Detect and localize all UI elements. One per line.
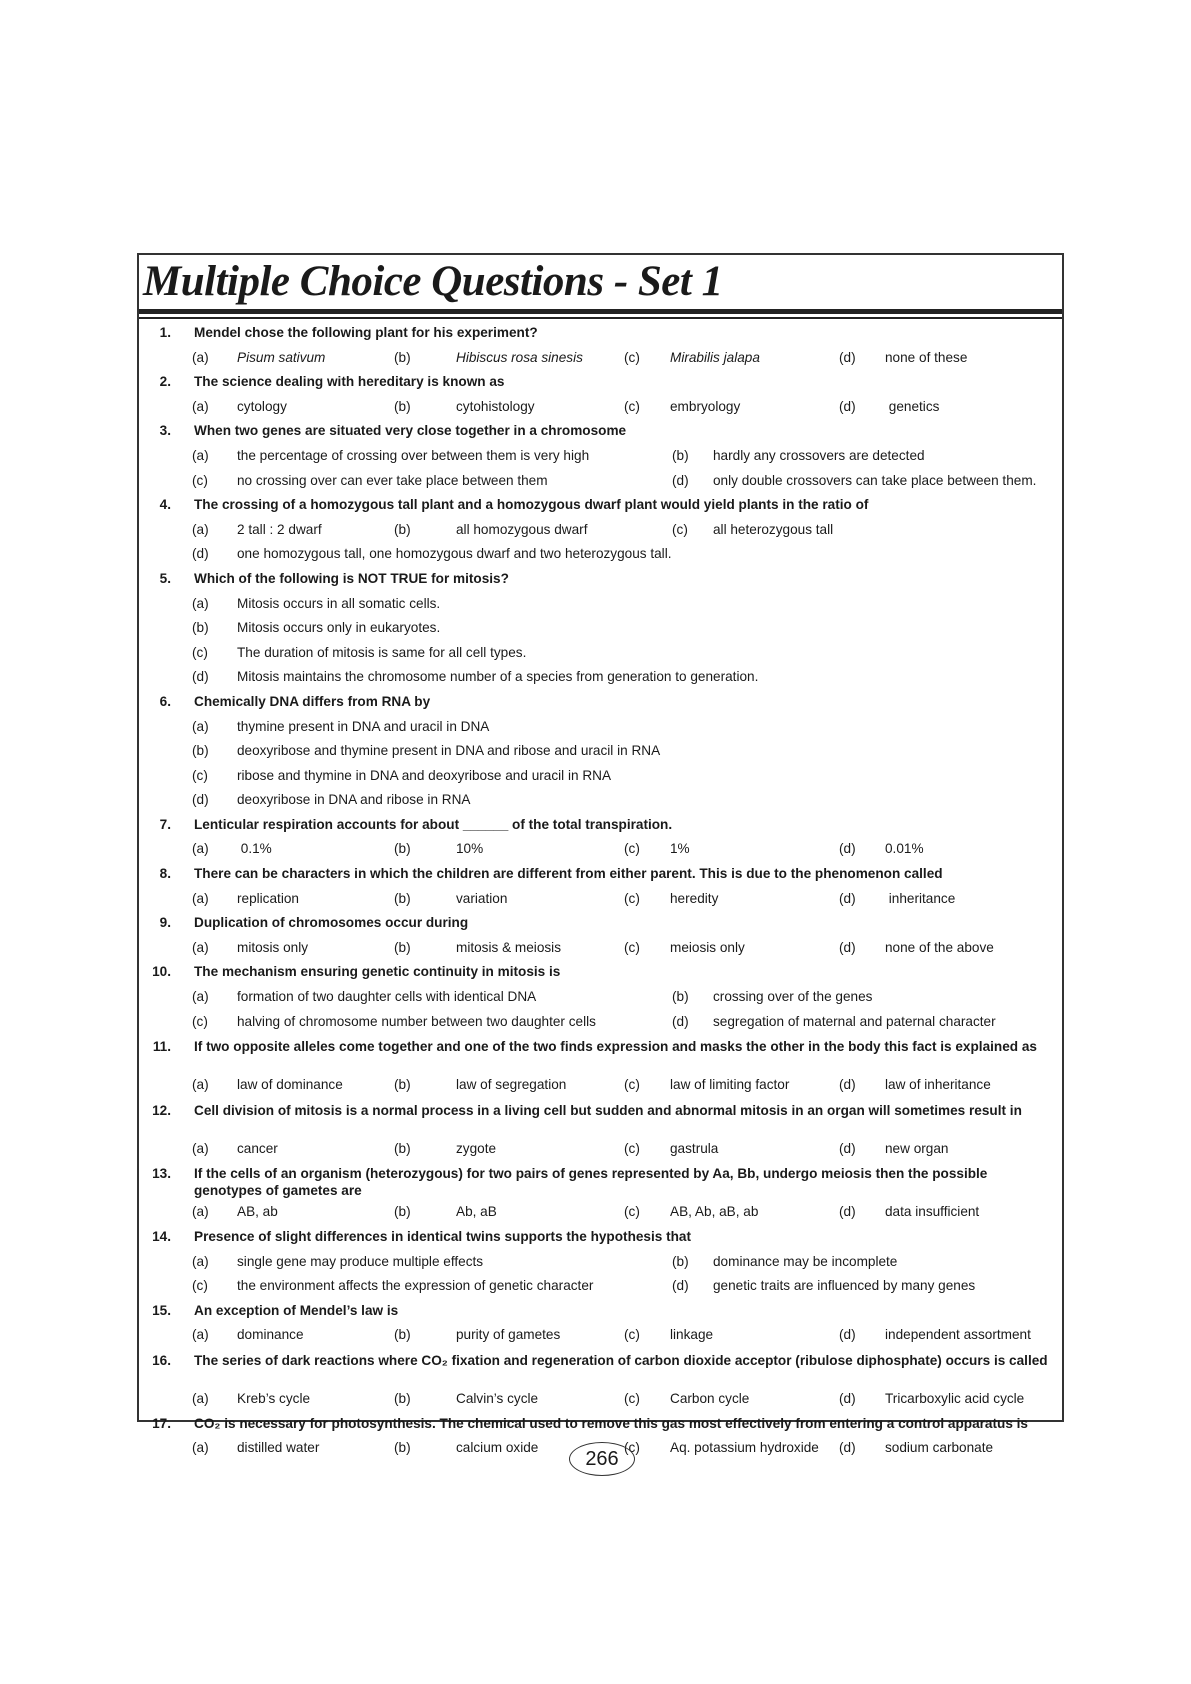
- option-label: (b): [394, 939, 411, 955]
- option-label: (d): [672, 472, 689, 488]
- question-text: Lenticular respiration accounts for about ______ of the total transpiration.: [194, 816, 673, 832]
- question-row: [139, 321, 1062, 346]
- question-row: [139, 1102, 1062, 1119]
- option-text: segregation of maternal and paternal character: [713, 1013, 996, 1029]
- option-text: hardly any crossovers are detected: [713, 447, 925, 463]
- option-text: cytohistology: [456, 398, 535, 414]
- question-number: 16.: [152, 1352, 171, 1368]
- question-number: 15.: [152, 1302, 171, 1318]
- option-text: variation: [456, 890, 508, 906]
- option-text: linkage: [670, 1327, 714, 1343]
- option-label: (b): [394, 1204, 411, 1220]
- question-text: Duplication of chromosomes occur during: [194, 915, 469, 931]
- option-text: the percentage of crossing over between them is very high: [237, 447, 590, 463]
- options-row: [139, 1073, 1062, 1098]
- question-text: The crossing of a homozygous tall plant and a homozygous dwarf plant would yield plants in the ratio of: [194, 497, 869, 513]
- option-text: The duration of mitosis is same for all cell types.: [237, 644, 527, 660]
- spacer: [139, 1182, 1062, 1200]
- option-text: none of these: [885, 349, 968, 365]
- option-text: all heterozygous tall: [713, 521, 834, 537]
- options-row: [139, 1250, 1062, 1275]
- option-text: Mirabilis jalapa: [670, 349, 760, 365]
- options-row: [139, 1323, 1062, 1348]
- option-text: inheritance: [885, 890, 956, 906]
- option-label: (b): [672, 1253, 689, 1269]
- question-number: 10.: [152, 964, 171, 980]
- question-text: The series of dark reactions where CO₂ fixation and regeneration of carbon dioxide acceptor (ribulose diphosphate) occurs is called: [194, 1352, 1048, 1368]
- question-number: 13.: [152, 1166, 171, 1182]
- options-row: [139, 1274, 1062, 1299]
- option-label: (a): [192, 595, 209, 611]
- question-number: 5.: [159, 570, 171, 586]
- option-text: replication: [237, 890, 299, 906]
- options-row: [139, 1137, 1062, 1162]
- option-text: 1%: [670, 841, 690, 857]
- option-text: AB, ab: [237, 1204, 278, 1220]
- option-label: (c): [624, 1327, 640, 1343]
- question-row: [139, 862, 1062, 887]
- options-row: [139, 592, 1062, 617]
- option-label: (d): [839, 349, 856, 365]
- options-row: [139, 616, 1062, 641]
- question-text: If the cells of an organism (heterozygous) for two pairs of genes represented by Aa, Bb, undergo meiosis then the possible genotypes of gametes are: [194, 1166, 988, 1199]
- question-number: 11.: [152, 1039, 171, 1055]
- spacer: [139, 1369, 1062, 1387]
- option-label: (a): [192, 1390, 209, 1406]
- option-label: (d): [839, 1327, 856, 1343]
- question-row: [139, 1038, 1062, 1055]
- options-row: [139, 1010, 1062, 1035]
- option-label: (c): [624, 841, 640, 857]
- option-label: (b): [394, 841, 411, 857]
- option-label: (c): [624, 1077, 640, 1093]
- option-text: zygote: [456, 1140, 497, 1156]
- option-text: Mitosis occurs only in eukaryotes.: [237, 620, 441, 636]
- question-number: 8.: [159, 866, 171, 882]
- options-row: [139, 1200, 1062, 1225]
- option-text: only double crossovers can take place between them.: [713, 472, 1037, 488]
- question-row: [139, 1412, 1062, 1437]
- option-label: (b): [394, 349, 411, 365]
- question-number: 14.: [152, 1229, 171, 1244]
- option-text: 2 tall : 2 dwarf: [237, 521, 322, 537]
- option-label: (d): [839, 1440, 856, 1456]
- options-row: [139, 739, 1062, 764]
- option-label: (a): [192, 890, 209, 906]
- option-text: the environment affects the expression of genetic character: [237, 1278, 594, 1294]
- option-text: dominance: [237, 1327, 304, 1343]
- options-row: [139, 887, 1062, 912]
- option-text: thymine present in DNA and uracil in DNA: [237, 718, 490, 734]
- option-label: (b): [394, 1140, 411, 1156]
- question-text: When two genes are situated very close together in a chromosome: [194, 423, 627, 439]
- option-text: halving of chromosome number between two daughter cells: [237, 1013, 596, 1029]
- option-text: genetics: [885, 398, 940, 414]
- options-row: [139, 764, 1062, 789]
- option-label: (a): [192, 1077, 209, 1093]
- option-label: (c): [192, 1013, 208, 1029]
- question-row: [139, 567, 1062, 592]
- options-row: [139, 395, 1062, 420]
- page-title: Multiple Choice Questions - Set 1: [143, 258, 723, 305]
- option-label: (a): [192, 447, 209, 463]
- option-label: (c): [192, 472, 208, 488]
- option-label: (d): [839, 939, 856, 955]
- option-label: (d): [839, 841, 856, 857]
- option-text: independent assortment: [885, 1327, 1031, 1343]
- title-divider-thick: [139, 309, 1062, 314]
- question-number: 12.: [152, 1102, 171, 1118]
- options-row: [139, 985, 1062, 1010]
- option-label: (b): [394, 1390, 411, 1406]
- options-row: [139, 444, 1062, 469]
- option-text: data insufficient: [885, 1204, 980, 1220]
- option-label: (d): [839, 1204, 856, 1220]
- option-label: (c): [624, 1440, 640, 1456]
- question-number: 4.: [159, 497, 171, 513]
- option-text: Mitosis occurs in all somatic cells.: [237, 595, 441, 611]
- option-text: law of inheritance: [885, 1077, 991, 1093]
- options-row: [139, 469, 1062, 494]
- option-text: formation of two daughter cells with identical DNA: [237, 989, 537, 1005]
- question-text: If two opposite alleles come together and one of the two finds expression and masks the other in the body this fact is explained as: [194, 1039, 1037, 1055]
- question-row: [139, 911, 1062, 936]
- option-text: AB, Ab, aB, ab: [670, 1204, 759, 1220]
- option-label: (a): [192, 841, 209, 857]
- option-text: new organ: [885, 1140, 949, 1156]
- option-label: (d): [192, 792, 209, 808]
- option-text: no crossing over can ever take place between them: [237, 472, 548, 488]
- option-label: (b): [672, 447, 689, 463]
- option-text: deoxyribose in DNA and ribose in RNA: [237, 792, 471, 808]
- question-number: 2.: [159, 374, 171, 390]
- options-row: [139, 837, 1062, 862]
- option-text: none of the above: [885, 939, 994, 955]
- question-number: 1.: [159, 325, 171, 340]
- option-text: Carbon cycle: [670, 1390, 750, 1406]
- option-label: (c): [624, 890, 640, 906]
- question-row: [139, 370, 1062, 395]
- option-label: (a): [192, 349, 209, 365]
- spacer: [139, 1119, 1062, 1137]
- question-row: [139, 419, 1062, 444]
- option-text: one homozygous tall, one homozygous dwarf and two heterozygous tall.: [237, 546, 672, 562]
- option-label: (b): [192, 620, 209, 636]
- options-row: [139, 542, 1062, 567]
- question-number: 17.: [152, 1415, 171, 1431]
- option-text: Calvin’s cycle: [456, 1390, 539, 1406]
- option-text: Pisum sativum: [237, 349, 326, 365]
- option-label: (a): [192, 521, 209, 537]
- option-label: (b): [394, 890, 411, 906]
- question-text: Chemically DNA differs from RNA by: [194, 693, 431, 709]
- option-text: embryology: [670, 398, 741, 414]
- option-text: distilled water: [237, 1440, 320, 1456]
- option-label: (d): [839, 1390, 856, 1406]
- options-row: [139, 665, 1062, 690]
- option-label: (d): [839, 1077, 856, 1093]
- option-text: cytology: [237, 398, 287, 414]
- page-number: 266: [569, 1442, 635, 1476]
- option-text: Ab, aB: [456, 1204, 497, 1220]
- option-text: cancer: [237, 1140, 278, 1156]
- options-row: [139, 346, 1062, 371]
- question-number: 7.: [159, 816, 171, 832]
- question-text: Which of the following is NOT TRUE for mitosis?: [194, 570, 509, 586]
- question-row: [139, 1299, 1062, 1324]
- option-text: ribose and thymine in DNA and deoxyribose and uracil in RNA: [237, 767, 612, 783]
- options-row: [139, 715, 1062, 740]
- option-text: dominance may be incomplete: [713, 1253, 898, 1269]
- title-divider-thin: [139, 317, 1062, 319]
- option-label: (b): [394, 1440, 411, 1456]
- question-number: 9.: [159, 915, 171, 931]
- question-set-frame: [137, 253, 1064, 1456]
- option-label: (c): [192, 1278, 208, 1294]
- question-row: [139, 1225, 1062, 1250]
- option-label: (a): [192, 989, 209, 1005]
- option-label: (c): [192, 644, 208, 660]
- option-label: (d): [839, 890, 856, 906]
- question-text: Presence of slight differences in identical twins supports the hypothesis that: [194, 1229, 692, 1244]
- question-text: CO₂ is necessary for photosynthesis. The chemical used to remove this gas most effectively from entering a control apparatus is: [194, 1415, 1028, 1431]
- option-text: Aq. potassium hydroxide: [670, 1440, 819, 1456]
- option-label: (b): [394, 521, 411, 537]
- question-number: 3.: [159, 423, 171, 439]
- option-text: mitosis & meiosis: [456, 939, 561, 955]
- option-text: gastrula: [670, 1140, 719, 1156]
- option-text: law of segregation: [456, 1077, 567, 1093]
- option-label: (d): [839, 398, 856, 414]
- option-label: (d): [839, 1140, 856, 1156]
- option-label: (b): [192, 743, 209, 759]
- option-label: (d): [192, 669, 209, 685]
- question-text: Mendel chose the following plant for his experiment?: [194, 325, 538, 340]
- option-text: Hibiscus rosa sinesis: [456, 349, 583, 365]
- option-label: (c): [672, 521, 688, 537]
- option-label: (c): [624, 1140, 640, 1156]
- option-text: Kreb’s cycle: [237, 1390, 311, 1406]
- options-row: [139, 788, 1062, 813]
- question-text: The mechanism ensuring genetic continuity in mitosis is: [194, 964, 561, 980]
- option-label: (c): [624, 1390, 640, 1406]
- option-text: meiosis only: [670, 939, 745, 955]
- option-label: (b): [394, 398, 411, 414]
- option-text: purity of gametes: [456, 1327, 561, 1343]
- option-text: all homozygous dwarf: [456, 521, 588, 537]
- option-label: (a): [192, 1204, 209, 1220]
- question-text: The science dealing with hereditary is known as: [194, 374, 505, 390]
- question-row: [139, 813, 1062, 838]
- option-text: law of dominance: [237, 1077, 343, 1093]
- option-text: 0.1%: [237, 841, 272, 857]
- option-text: deoxyribose and thymine present in DNA and ribose and uracil in RNA: [237, 743, 661, 759]
- option-text: calcium oxide: [456, 1440, 539, 1456]
- option-label: (b): [394, 1327, 411, 1343]
- option-text: crossing over of the genes: [713, 989, 873, 1005]
- options-row: [139, 641, 1062, 666]
- options-row: [139, 1387, 1062, 1412]
- option-label: (d): [672, 1278, 689, 1294]
- option-label: (a): [192, 398, 209, 414]
- option-text: genetic traits are influenced by many genes: [713, 1278, 976, 1294]
- option-text: 10%: [456, 841, 484, 857]
- option-text: Tricarboxylic acid cycle: [885, 1390, 1025, 1406]
- option-label: (a): [192, 1140, 209, 1156]
- options-row: [139, 518, 1062, 543]
- question-row: [139, 960, 1062, 985]
- option-text: mitosis only: [237, 939, 309, 955]
- option-text: 0.01%: [885, 841, 924, 857]
- question-list: [139, 321, 1062, 1461]
- option-label: (a): [192, 1327, 209, 1343]
- option-label: (a): [192, 939, 209, 955]
- options-row: [139, 936, 1062, 961]
- option-label: (c): [624, 398, 640, 414]
- question-text: There can be characters in which the children are different from either parent. This is due to the phenomenon called: [194, 866, 943, 882]
- option-text: heredity: [670, 890, 719, 906]
- option-label: (c): [624, 1204, 640, 1220]
- option-label: (d): [192, 546, 209, 562]
- option-label: (d): [672, 1013, 689, 1029]
- option-label: (a): [192, 1440, 209, 1456]
- option-label: (c): [624, 349, 640, 365]
- option-text: single gene may produce multiple effects: [237, 1253, 484, 1269]
- option-text: sodium carbonate: [885, 1440, 994, 1456]
- question-row: [139, 690, 1062, 715]
- question-text: Cell division of mitosis is a normal process in a living cell but sudden and abnormal mitosis in an organ will sometimes result in: [194, 1102, 1022, 1118]
- option-label: (b): [394, 1077, 411, 1093]
- option-label: (c): [192, 767, 208, 783]
- question-row: [139, 493, 1062, 518]
- option-label: (a): [192, 718, 209, 734]
- option-text: Mitosis maintains the chromosome number of a species from generation to generation.: [237, 669, 759, 685]
- question-number: 6.: [159, 693, 171, 709]
- option-label: (c): [624, 939, 640, 955]
- option-text: law of limiting factor: [670, 1077, 790, 1093]
- option-label: (a): [192, 1253, 209, 1269]
- question-text: An exception of Mendel’s law is: [194, 1302, 399, 1318]
- option-label: (b): [672, 989, 689, 1005]
- question-row: [139, 1165, 1062, 1199]
- question-row: [139, 1352, 1062, 1369]
- spacer: [139, 1055, 1062, 1073]
